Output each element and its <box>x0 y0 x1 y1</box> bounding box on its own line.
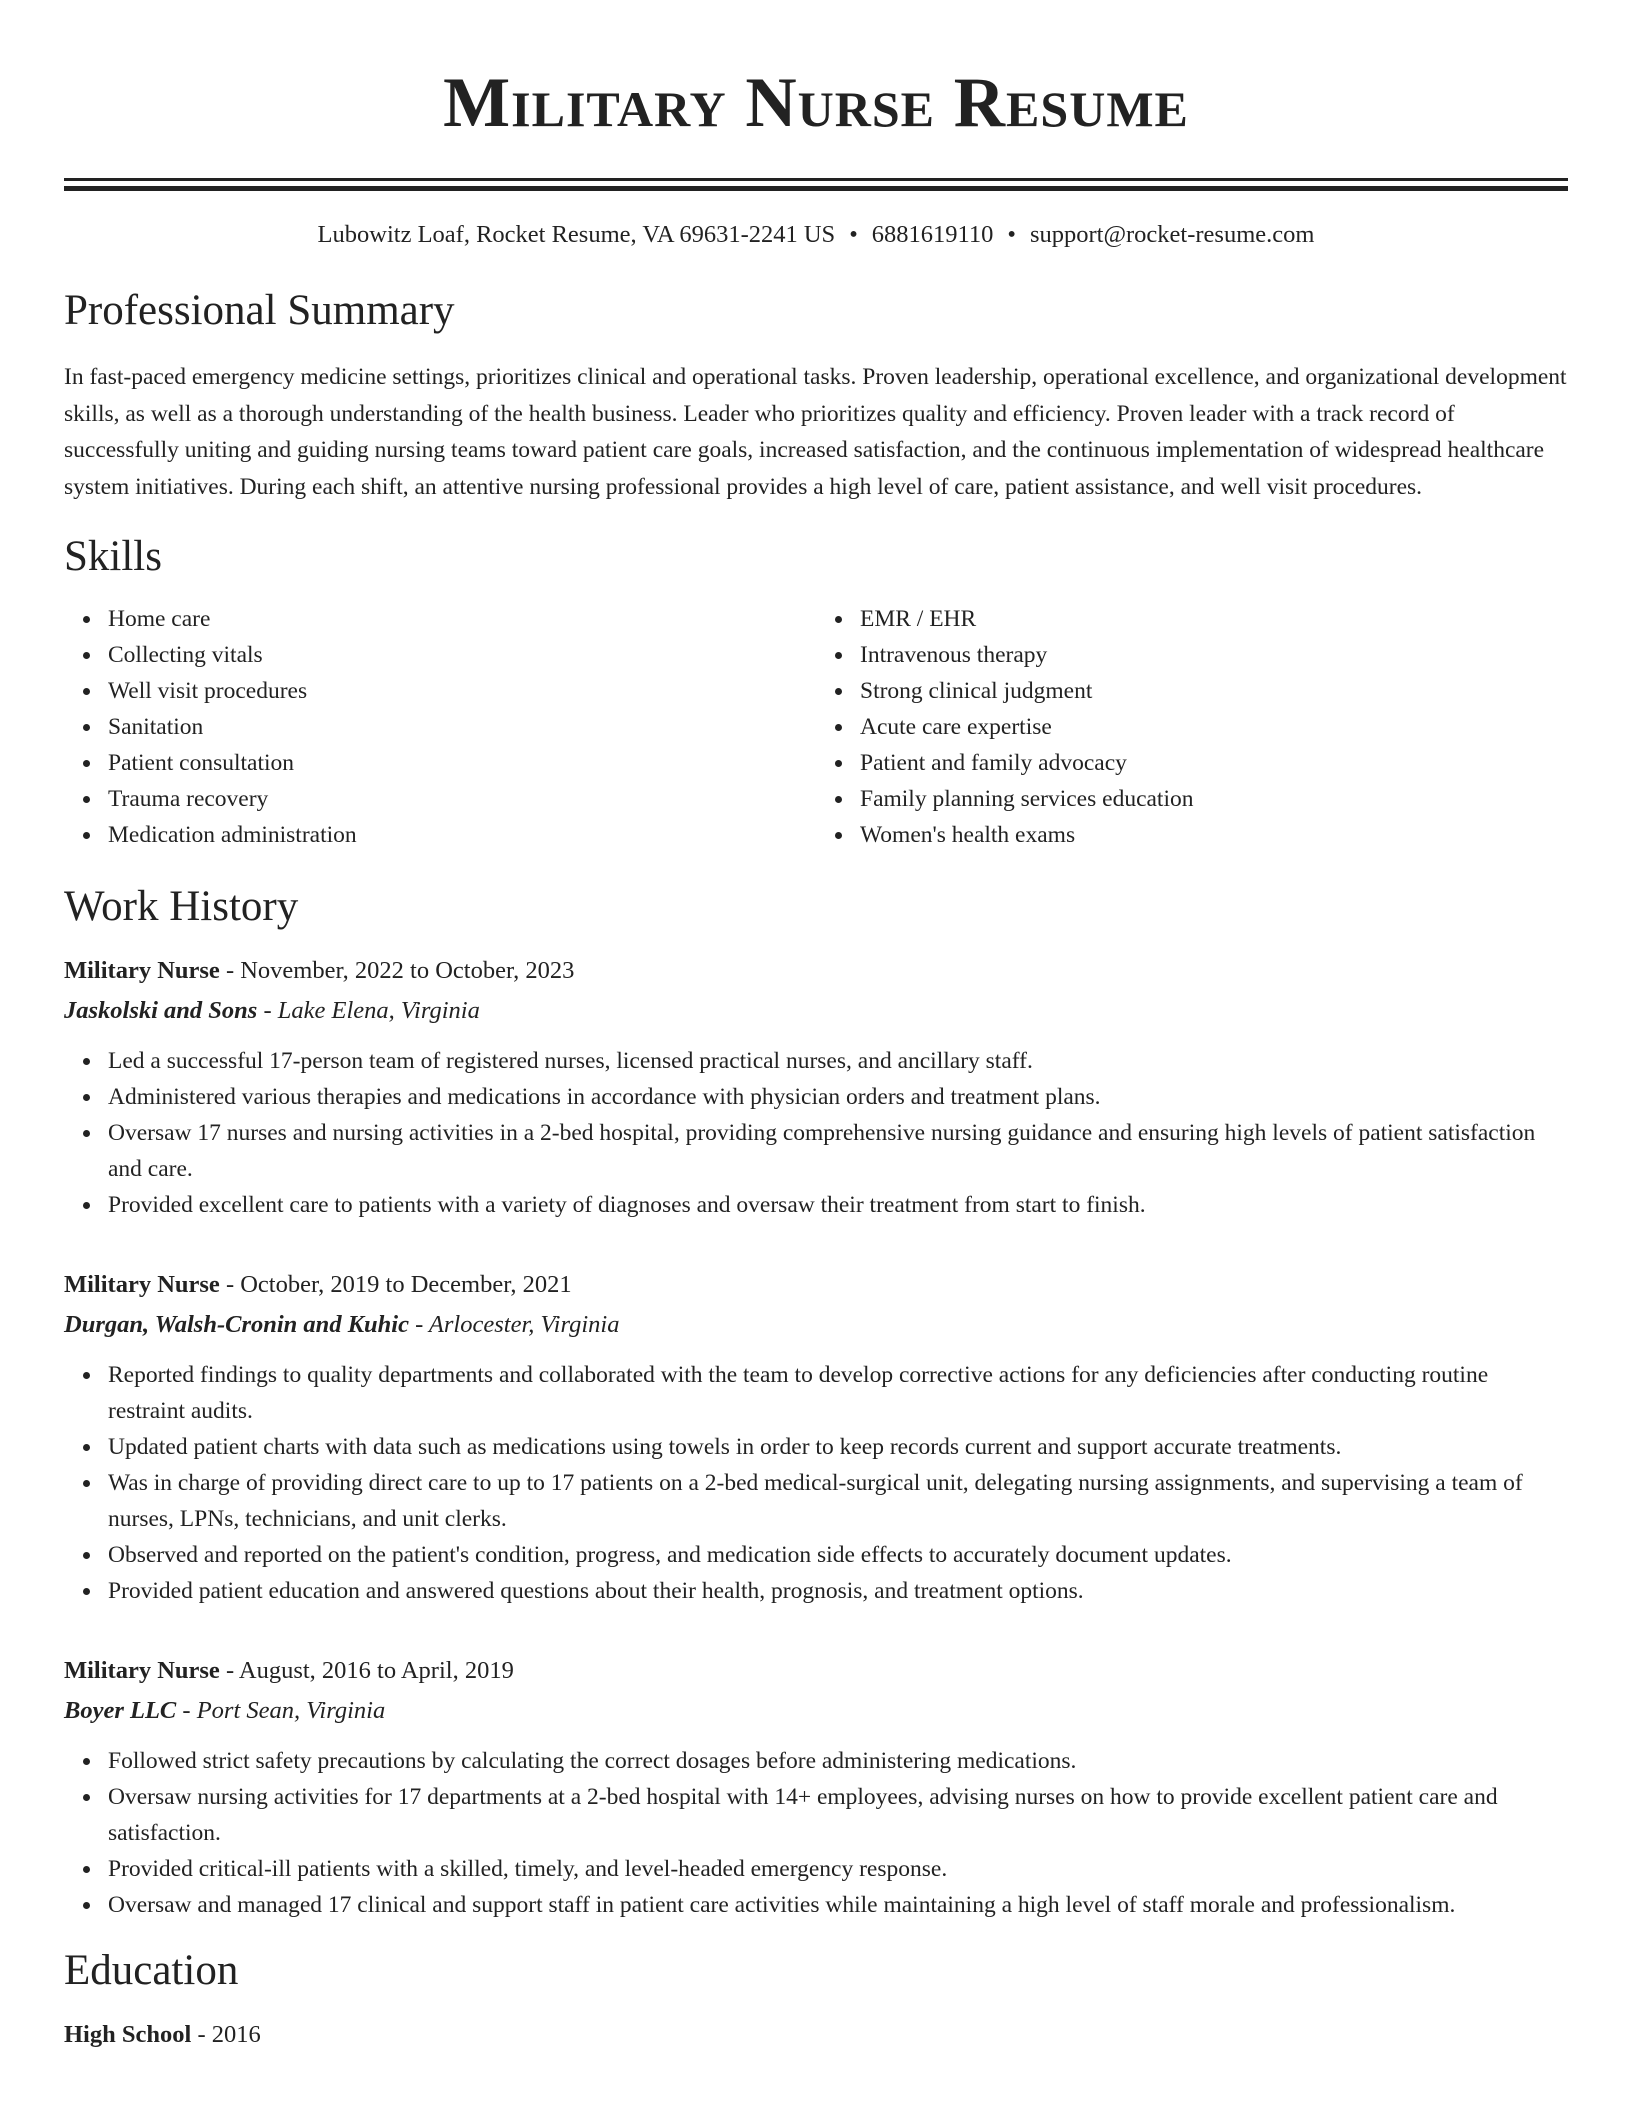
skill-item: Women's health exams <box>860 817 1568 853</box>
skill-item: Home care <box>108 601 816 637</box>
job-bullet: Oversaw 17 nurses and nursing activities in a 2-bed hospital, providing comprehensive nursing guidance and ensuring high levels of patient satisfaction and care. <box>108 1115 1568 1187</box>
job-dates: - August, 2016 to April, 2019 <box>219 1657 514 1684</box>
title-rule-thin <box>64 178 1568 181</box>
job-entry <box>64 1265 1568 1609</box>
skills-list-right <box>816 601 1568 853</box>
contact-email: support@rocket-resume.com <box>1029 221 1315 248</box>
job-company-line <box>64 1691 1568 1731</box>
job-title-line <box>64 951 1568 991</box>
skill-item: Acute care expertise <box>860 709 1568 745</box>
job-company: Boyer LLC <box>64 1697 177 1724</box>
skill-item: Well visit procedures <box>108 673 816 709</box>
skill-item: Intravenous therapy <box>860 637 1568 673</box>
skills-heading: Skills <box>64 533 162 580</box>
skill-item: Medication administration <box>108 817 816 853</box>
job-title: Military Nurse <box>64 1271 220 1298</box>
education-degree: High School <box>64 2021 192 2048</box>
summary-heading: Professional Summary <box>64 287 455 334</box>
skill-item: Patient consultation <box>108 745 816 781</box>
job-bullet: Reported findings to quality departments and collaborated with the team to develop corrective actions for any deficiencies after conducting routine restraint audits. <box>108 1357 1568 1429</box>
summary-text: In fast-paced emergency medicine settings, prioritizes clinical and operational tasks. Proven leadership, operational excellence, and organizational development skills, as well as a thorough understanding of the health business. Leader who prioritizes quality and efficiency. Proven leader with a track record of successfully uniting and guiding nursing teams toward patient care goals, increased satisfaction, and the continuous implementation of widespread healthcare system initiatives. During each shift, an attentive nursing professional provides a high level of care, patient assistance, and well visit procedures. <box>64 364 1567 500</box>
contact-phone: 6881619110 <box>871 221 994 248</box>
job-bullets <box>64 1357 1568 1609</box>
job-bullet: Provided patient education and answered questions about their health, prognosis, and treatment options. <box>108 1573 1568 1609</box>
skill-item: EMR / EHR <box>860 601 1568 637</box>
job-location: - Port Sean, Virginia <box>176 1697 386 1724</box>
job-bullet: Oversaw nursing activities for 17 departments at a 2-bed hospital with 14+ employees, advising nurses on how to provide excellent patient care and satisfaction. <box>108 1779 1568 1851</box>
job-title: Military Nurse <box>64 957 220 984</box>
contact-separator: • <box>849 221 858 248</box>
work-history-heading: Work History <box>64 883 299 930</box>
skills-list-left <box>64 601 816 853</box>
contact-separator: • <box>1007 221 1016 248</box>
resume-title: Military Nurse Resume <box>443 64 1189 142</box>
skill-item: Family planning services education <box>860 781 1568 817</box>
job-company: Jaskolski and Sons <box>64 997 258 1024</box>
education-heading: Education <box>64 1947 239 1994</box>
job-bullet: Provided critical-ill patients with a skilled, timely, and level-headed emergency response. <box>108 1851 1568 1887</box>
contact-line <box>64 219 1568 251</box>
contact-address: Lubowitz Loaf, Rocket Resume, VA 69631-2241 US <box>317 221 836 248</box>
job-location: - Arlocester, Virginia <box>408 1311 620 1338</box>
job-company-line <box>64 1305 1568 1345</box>
job-bullet: Was in charge of providing direct care to up to 17 patients on a 2-bed medical-surgical unit, delegating nursing assignments, and supervising a team of nurses, LPNs, technicians, and unit clerks. <box>108 1465 1568 1537</box>
job-bullet: Oversaw and managed 17 clinical and support staff in patient care activities while maintaining a high level of staff morale and professionalism. <box>108 1887 1568 1923</box>
job-bullet: Provided excellent care to patients with a variety of diagnoses and oversaw their treatment from start to finish. <box>108 1187 1568 1223</box>
job-entry <box>64 1651 1568 1923</box>
skill-item: Patient and family advocacy <box>860 745 1568 781</box>
job-bullets <box>64 1043 1568 1223</box>
job-company-line <box>64 991 1568 1031</box>
education-year: - 2016 <box>191 2021 261 2048</box>
skill-item: Strong clinical judgment <box>860 673 1568 709</box>
job-title-line <box>64 1265 1568 1305</box>
title-rule-thick <box>64 186 1568 191</box>
job-location: - Lake Elena, Virginia <box>257 997 480 1024</box>
skill-item: Trauma recovery <box>108 781 816 817</box>
job-bullet: Followed strict safety precautions by calculating the correct dosages before administering medications. <box>108 1743 1568 1779</box>
job-bullets <box>64 1743 1568 1923</box>
job-bullet: Updated patient charts with data such as medications using towels in order to keep records current and support accurate treatments. <box>108 1429 1568 1465</box>
skills-grid <box>64 601 1568 853</box>
job-title: Military Nurse <box>64 1657 220 1684</box>
job-company: Durgan, Walsh-Cronin and Kuhic <box>64 1311 409 1338</box>
job-title-line <box>64 1651 1568 1691</box>
job-dates: - November, 2022 to October, 2023 <box>219 957 575 984</box>
education-entry <box>64 2015 1568 2055</box>
job-entry <box>64 951 1568 1223</box>
skill-item: Collecting vitals <box>108 637 816 673</box>
job-bullet: Observed and reported on the patient's condition, progress, and medication side effects to accurately document updates. <box>108 1537 1568 1573</box>
skill-item: Sanitation <box>108 709 816 745</box>
job-dates: - October, 2019 to December, 2021 <box>219 1271 572 1298</box>
job-bullet: Administered various therapies and medications in accordance with physician orders and treatment plans. <box>108 1079 1568 1115</box>
job-bullet: Led a successful 17-person team of registered nurses, licensed practical nurses, and ancillary staff. <box>108 1043 1568 1079</box>
